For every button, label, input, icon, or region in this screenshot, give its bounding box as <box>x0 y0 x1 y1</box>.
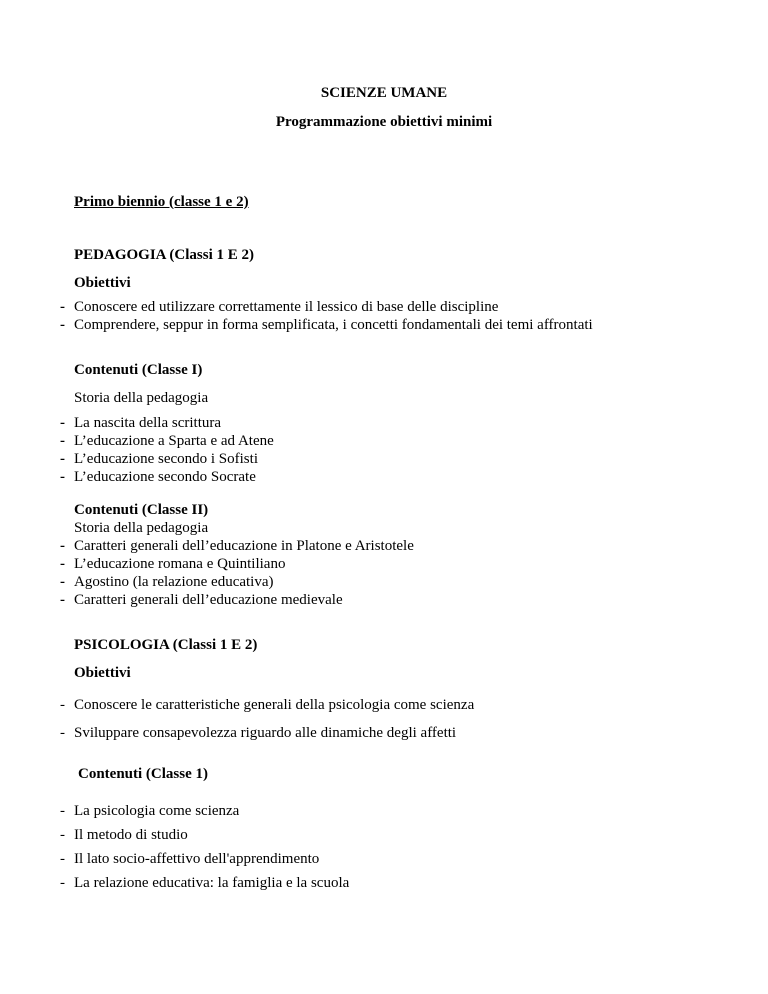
list-item-text: Conoscere le caratteristiche generali della psicologia come scienza <box>74 697 475 713</box>
pedagogia-contenuti-1-sub: Storia della pedagogia <box>74 390 209 406</box>
list-item-text: L’educazione romana e Quintiliano <box>74 556 286 572</box>
list-item-text: Caratteri generali dell’educazione medievale <box>74 592 343 608</box>
list-item-text: La nascita della scrittura <box>74 415 222 431</box>
list-item-text: Il metodo di studio <box>74 827 188 843</box>
document-title: SCIENZE UMANE <box>320 85 448 101</box>
list-item-text: L’educazione secondo Socrate <box>74 469 256 485</box>
bullet: - <box>60 697 65 713</box>
bullet: - <box>60 827 65 843</box>
bullet: - <box>60 317 65 333</box>
pedagogia-obiettivi-label: Obiettivi <box>74 275 131 291</box>
list-item-text: Comprendere, seppur in forma semplificata, i concetti fondamentali dei temi affrontati <box>74 317 593 333</box>
bullet: - <box>60 851 65 867</box>
list-item-text: Caratteri generali dell’educazione in Platone e Aristotele <box>74 538 414 554</box>
bullet: - <box>60 556 65 572</box>
list-item-text: La psicologia come scienza <box>74 803 240 819</box>
bullet: - <box>60 574 65 590</box>
psicologia-obiettivi-label: Obiettivi <box>74 665 131 681</box>
bullet: - <box>60 592 65 608</box>
bullet: - <box>60 433 65 449</box>
list-item-text: L’educazione a Sparta e ad Atene <box>74 433 274 449</box>
bullet: - <box>60 538 65 554</box>
bullet: - <box>60 415 65 431</box>
bullet: - <box>60 451 65 467</box>
bullet: - <box>60 875 65 891</box>
psicologia-heading: PSICOLOGIA (Classi 1 E 2) <box>74 637 258 653</box>
list-item-text: La relazione educativa: la famiglia e la scuola <box>74 875 350 891</box>
pedagogia-contenuti-2-label: Contenuti (Classe II) <box>74 502 209 518</box>
bullet: - <box>60 469 65 485</box>
pedagogia-contenuti-2-sub: Storia della pedagogia <box>74 520 209 536</box>
section-heading: Primo biennio (classe 1 e 2) <box>74 194 249 210</box>
pedagogia-contenuti-1-label: Contenuti (Classe I) <box>74 362 203 378</box>
document-subtitle: Programmazione obiettivi minimi <box>275 114 493 130</box>
psicologia-contenuti-1-label: Contenuti (Classe 1) <box>78 766 208 782</box>
list-item-text: L’educazione secondo i Sofisti <box>74 451 258 467</box>
pedagogia-heading: PEDAGOGIA (Classi 1 E 2) <box>74 247 255 263</box>
bullet: - <box>60 299 65 315</box>
list-item-text: Agostino (la relazione educativa) <box>74 574 274 590</box>
list-item-text: Conoscere ed utilizzare correttamente il lessico di base delle discipline <box>74 299 499 315</box>
bullet: - <box>60 803 65 819</box>
bullet: - <box>60 725 65 741</box>
list-item-text: Sviluppare consapevolezza riguardo alle dinamiche degli affetti <box>74 725 457 741</box>
list-item-text: Il lato socio-affettivo dell'apprendimento <box>74 851 320 867</box>
